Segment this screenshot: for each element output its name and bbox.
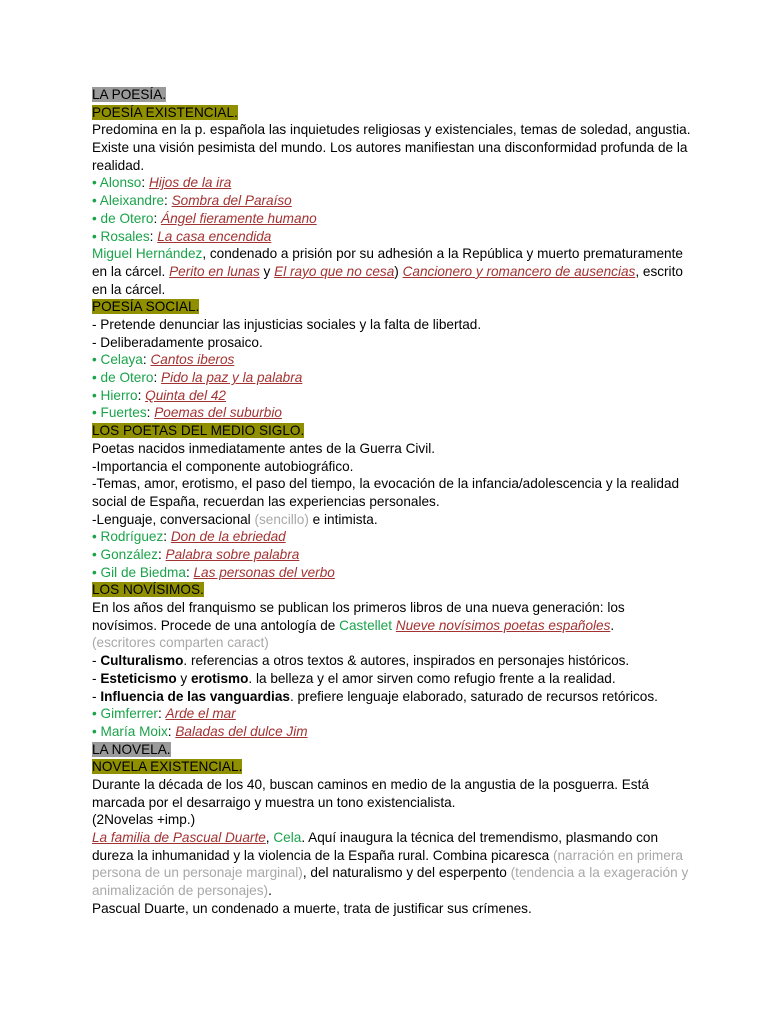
text-line: -Temas, amor, erotismo, el paso del tiempo, la evocación de la infancia/adolescencia y la realidad social de España, recuerdan las experiencias personales. bbox=[92, 476, 680, 509]
work-title: Cantos iberos bbox=[150, 352, 235, 368]
work-title: Quinta del 42 bbox=[145, 387, 226, 403]
list-item: • Fuertes: Poemas del suburbio bbox=[92, 405, 282, 421]
text-line: - Deliberadamente prosaico. bbox=[92, 334, 263, 350]
author: Gil de Biedma bbox=[100, 564, 186, 580]
work-title: Arde el mar bbox=[165, 706, 236, 722]
work-title: Hijos de la ira bbox=[148, 175, 232, 191]
existencial-intro: Predomina en la p. española las inquietudes religiosas y existenciales, temas de soledad, angustia. Existe una visión pesimista del mundo. Los autores manifiestan una disconformidad profunda de la realidad. bbox=[92, 122, 691, 173]
list-item: • de Otero: Ángel fieramente humano bbox=[92, 210, 317, 226]
author: Alonso bbox=[99, 175, 142, 191]
text-line: Poetas nacidos inmediatamente antes de la Guerra Civil. bbox=[92, 440, 436, 456]
work-title: El rayo que no cesa bbox=[274, 263, 395, 279]
note: (sencillo) bbox=[254, 511, 309, 527]
author: Gimferrer bbox=[100, 706, 158, 722]
work-title: Nueve novísimos poetas españoles bbox=[395, 617, 611, 633]
text-line: - Pretende denunciar las injusticias sociales y la falta de libertad. bbox=[92, 317, 482, 333]
list-item: • Aleixandre: Sombra del Paraíso bbox=[92, 193, 292, 209]
list-item: • de Otero: Pido la paz y la palabra bbox=[92, 370, 303, 386]
list-item: • Hierro: Quinta del 42 bbox=[92, 387, 226, 403]
feature-line: - Influencia de las vanguardias. prefiere lenguaje elaborado, saturado de recursos retóricos. bbox=[92, 688, 658, 704]
heading-novisimos: LOS NOVÍSIMOS. bbox=[92, 582, 204, 598]
work-title: Palabra sobre palabra bbox=[165, 547, 300, 562]
text-line: -Importancia el componente autobiográfico. bbox=[92, 458, 354, 474]
work-title: La casa encendida bbox=[157, 228, 272, 244]
author: María Moix bbox=[100, 723, 168, 739]
work-title: Sombra del Paraíso bbox=[171, 193, 292, 209]
author: Miguel Hernández bbox=[92, 246, 203, 262]
note: (tendencia a la exageración y animalización de personajes) bbox=[92, 865, 689, 899]
note: (escritores comparten caract) bbox=[92, 635, 269, 651]
author: Aleixandre bbox=[99, 193, 165, 209]
lenguaje-line: -Lenguaje, conversacional (sencillo) e intimista. bbox=[92, 511, 378, 527]
work-title: Perito en lunas bbox=[169, 263, 260, 279]
heading-novela-existencial: NOVELA EXISTENCIAL. bbox=[92, 759, 243, 775]
list-item: • González: Palabra sobre palabra bbox=[92, 547, 300, 562]
work-title: Las personas del verbo bbox=[193, 564, 335, 580]
heading-la-poesia: LA POESÍA. bbox=[92, 87, 167, 102]
author: Cela bbox=[273, 830, 302, 846]
list-item: • Rosales: La casa encendida bbox=[92, 228, 272, 244]
heading-la-novela: LA NOVELA. bbox=[92, 741, 171, 757]
heading-medio-siglo: LOS POETAS DEL MEDIO SIGLO. bbox=[92, 423, 305, 439]
list-item: • Gimferrer: Arde el mar bbox=[92, 706, 236, 722]
work-title: Don de la ebriedad bbox=[170, 529, 286, 545]
work-title: La familia de Pascual Duarte bbox=[92, 830, 266, 846]
author: González bbox=[100, 547, 158, 562]
cela-paragraph: La familia de Pascual Duarte, Cela. Aquí inaugura la técnica del tremendismo, plasmando con dureza la inhumanidad y la violencia de la España rural. Combina picaresca (narración en primera persona de un personaje marginal), del naturalismo y del esperpento (tendencia a la exageración y animalización de personajes). bbox=[92, 830, 689, 899]
author: Celaya bbox=[100, 352, 143, 368]
novisimos-paragraph: En los años del franquismo se publican los primeros libros de una nueva generación: los novísimos. Procede de una antología de Castellet Nueve novísimos poetas españoles. bbox=[92, 600, 625, 633]
hernandez-paragraph: Miguel Hernández, condenado a prisión por su adhesión a la República y muerto prematuramente en la cárcel. Perito en lunas y El rayo que no cesa) Cancionero y romancero de ausencias, escrito en la cárcel. bbox=[92, 246, 683, 297]
author: Rosales bbox=[100, 228, 150, 244]
author: Castellet bbox=[339, 617, 393, 633]
feature-line: - Culturalismo. referencias a otros textos & autores, inspirados en personajes históricos. bbox=[92, 653, 630, 669]
note: (narración en primera persona de un personaje marginal) bbox=[92, 847, 683, 881]
feature-line: - Esteticismo y erotismo. la belleza y el amor sirven como refugio frente a la realidad. bbox=[92, 670, 616, 686]
final-line: Pascual Duarte, un condenado a muerte, trata de justificar sus crímenes. bbox=[92, 900, 532, 916]
list-item: • Rodríguez: Don de la ebriedad bbox=[92, 529, 286, 545]
novela-count: (2Novelas +imp.) bbox=[92, 812, 196, 828]
heading-poesia-existencial: POESÍA EXISTENCIAL. bbox=[92, 104, 238, 120]
author: Fuertes bbox=[100, 405, 147, 421]
author: Hierro bbox=[100, 387, 138, 403]
work-title: Cancionero y romancero de ausencias bbox=[402, 263, 636, 279]
work-title: Poemas del suburbio bbox=[154, 405, 282, 421]
list-item: • María Moix: Baladas del dulce Jim bbox=[92, 723, 308, 739]
heading-poesia-social: POESÍA SOCIAL. bbox=[92, 299, 200, 315]
author: de Otero bbox=[100, 370, 154, 386]
document-body bbox=[92, 86, 692, 918]
list-item: • Alonso: Hijos de la ira bbox=[92, 175, 232, 191]
author: de Otero bbox=[100, 210, 154, 226]
author: Rodríguez bbox=[100, 529, 164, 545]
work-title: Pido la paz y la palabra bbox=[161, 370, 303, 386]
list-item: • Celaya: Cantos iberos bbox=[92, 352, 235, 368]
novela-intro: Durante la década de los 40, buscan caminos en medio de la angustia de la posguerra. Está marcada por el desarraigo y muestra un tono existencialista. bbox=[92, 776, 649, 810]
work-title: Baladas del dulce Jim bbox=[175, 723, 308, 739]
list-item: • Gil de Biedma: Las personas del verbo bbox=[92, 564, 335, 580]
work-title: Ángel fieramente humano bbox=[161, 210, 317, 226]
